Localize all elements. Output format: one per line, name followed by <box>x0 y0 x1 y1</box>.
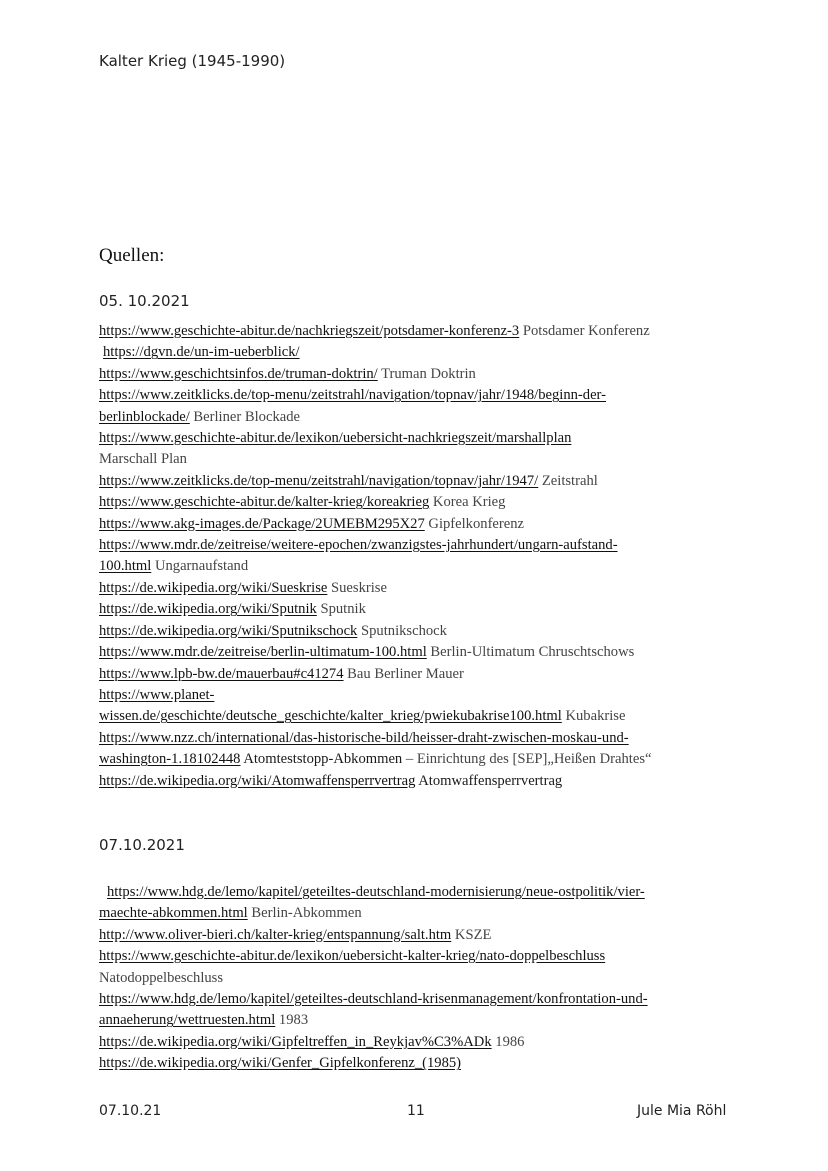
source-link[interactable]: https://www.planet- <box>99 686 215 703</box>
source-label: Berlin-Abkommen <box>247 905 362 922</box>
sources-heading: Quellen: <box>99 245 165 266</box>
source-line <box>99 621 739 642</box>
section-date-2: 07.10.2021 <box>99 836 185 854</box>
source-link[interactable]: https://www.akg-images.de/Package/2UMEBM295X27 <box>99 515 425 532</box>
source-line <box>99 492 739 513</box>
source-line <box>99 556 739 577</box>
source-link[interactable]: https://www.zeitklicks.de/top-menu/zeitstrahl/navigation/topnav/jahr/1947/ <box>99 472 539 489</box>
source-link[interactable]: https://de.wikipedia.org/wiki/Gipfeltreffen_in_Reykjav%C3%ADk <box>99 1033 492 1050</box>
source-link[interactable]: https://www.hdg.de/lemo/kapitel/geteiltes-deutschland-krisenmanagement/konfrontation-und- <box>99 991 648 1008</box>
source-link[interactable]: washington-1.18102448 <box>99 751 241 768</box>
source-label: Sputnikschock <box>357 622 447 639</box>
source-label: Berlin-Ultimatum Chruschtschows <box>426 644 635 661</box>
source-link[interactable]: berlinblockade/ <box>99 408 190 425</box>
source-link[interactable]: https://www.geschichtsinfos.de/truman-doktrin/ <box>99 365 378 382</box>
source-line <box>99 385 739 406</box>
source-label: Atomwaffensperrvertrag <box>415 772 563 789</box>
source-line <box>99 321 739 342</box>
source-label: Ungarnaufstand <box>151 558 249 575</box>
source-link[interactable]: https://www.zeitklicks.de/top-menu/zeitstrahl/navigation/topnav/jahr/1948/beginn-der- <box>99 387 606 404</box>
source-label: Sputnik <box>316 601 366 618</box>
source-link[interactable]: https://www.geschichte-abitur.de/nachkriegszeit/potsdamer-konferenz-3 <box>99 323 520 339</box>
source-line <box>99 1032 739 1053</box>
source-line <box>99 471 739 492</box>
source-link[interactable]: https://de.wikipedia.org/wiki/Genfer_Gipfelkonferenz_(1985) <box>99 1055 462 1072</box>
source-label: Natodoppelbeschluss <box>99 969 224 986</box>
source-link[interactable]: https://www.geschichte-abitur.de/lexikon/uebersicht-nachkriegszeit/marshallplan <box>99 430 572 447</box>
source-line <box>99 685 739 706</box>
source-link[interactable]: https://www.mdr.de/zeitreise/weitere-epochen/zwanzigstes-jahrhundert/ungarn-aufstand- <box>99 537 618 554</box>
source-line <box>99 925 739 946</box>
source-link[interactable]: https://de.wikipedia.org/wiki/Sueskrise <box>99 579 328 596</box>
source-line <box>99 1053 739 1074</box>
source-link[interactable]: maechte-abkommen.html <box>99 905 248 922</box>
source-line <box>99 342 739 363</box>
source-line <box>99 449 739 470</box>
footer-author: Jule Mia Röhl <box>637 1103 727 1119</box>
source-list-2 <box>99 882 739 1075</box>
source-link[interactable]: https://de.wikipedia.org/wiki/Sputnikschock <box>99 622 358 639</box>
source-line <box>99 428 739 449</box>
page-number: 11 <box>407 1103 425 1119</box>
source-label: Berliner Blockade <box>189 408 301 425</box>
source-label: Marschall Plan <box>99 451 187 468</box>
source-line <box>99 728 739 749</box>
source-line <box>99 364 739 385</box>
source-label: Kubakrise <box>561 708 626 725</box>
source-label: Bau Berliner Mauer <box>343 665 464 682</box>
source-link[interactable]: https://www.geschichte-abitur.de/kalter-krieg/koreakrieg <box>99 494 430 511</box>
source-line <box>99 749 739 770</box>
source-label: Atomteststopp-Abkommen <box>240 751 403 768</box>
source-line <box>99 989 739 1010</box>
source-line <box>99 771 739 792</box>
source-label: Potsdamer Konferenz <box>519 323 650 339</box>
source-link[interactable]: 100.html <box>99 558 152 575</box>
source-line <box>99 946 739 967</box>
source-link[interactable]: https://de.wikipedia.org/wiki/Atomwaffensperrvertrag <box>99 772 416 789</box>
source-line <box>99 514 739 535</box>
source-label: 1986 <box>491 1033 525 1050</box>
source-line <box>99 599 739 620</box>
document-header-title: Kalter Krieg (1945-1990) <box>99 52 286 70</box>
source-list-1 <box>99 321 739 792</box>
source-label: Gipfelkonferenz <box>424 515 525 532</box>
source-label: Truman Doktrin <box>377 365 476 382</box>
source-label-extra: – Einrichtung des [SEP]„Heißen Drahtes“ <box>402 751 652 768</box>
source-line <box>99 578 739 599</box>
source-line <box>99 1010 739 1031</box>
source-line <box>99 664 739 685</box>
source-link[interactable]: https://www.hdg.de/lemo/kapitel/geteiltes-deutschland-modernisierung/neue-ostpolitik/vier- <box>107 884 645 900</box>
source-line <box>99 407 739 428</box>
source-line <box>99 642 739 663</box>
source-link[interactable]: https://www.mdr.de/zeitreise/berlin-ultimatum-100.html <box>99 644 427 661</box>
source-link[interactable]: https://dgvn.de/un-im-ueberblick/ <box>103 344 300 361</box>
source-link[interactable]: https://de.wikipedia.org/wiki/Sputnik <box>99 601 317 618</box>
source-label: KSZE <box>451 926 492 943</box>
source-line <box>99 968 739 989</box>
footer-date: 07.10.21 <box>99 1103 162 1119</box>
source-link[interactable]: https://www.nzz.ch/international/das-historische-bild/heisser-draht-zwischen-moskau-und- <box>99 729 629 746</box>
section-date-1: 05. 10.2021 <box>99 292 190 310</box>
source-link[interactable]: http://www.oliver-bieri.ch/kalter-krieg/entspannung/salt.htm <box>99 926 452 943</box>
source-line <box>99 706 739 727</box>
source-line <box>99 903 739 924</box>
source-label: 1983 <box>275 1012 309 1029</box>
source-link[interactable]: https://www.geschichte-abitur.de/lexikon/uebersicht-kalter-krieg/nato-doppelbeschluss <box>99 948 606 965</box>
source-label: Korea Krieg <box>429 494 506 511</box>
source-link[interactable]: https://www.lpb-bw.de/mauerbau#c41274 <box>99 665 344 682</box>
source-line <box>99 535 739 556</box>
source-link[interactable]: wissen.de/geschichte/deutsche_geschichte/kalter_krieg/pwiekubakrise100.html <box>99 708 562 725</box>
source-label: Sueskrise <box>327 579 387 596</box>
source-link[interactable]: annaeherung/wettruesten.html <box>99 1012 276 1029</box>
source-label: Zeitstrahl <box>538 472 598 489</box>
source-line <box>99 882 739 903</box>
